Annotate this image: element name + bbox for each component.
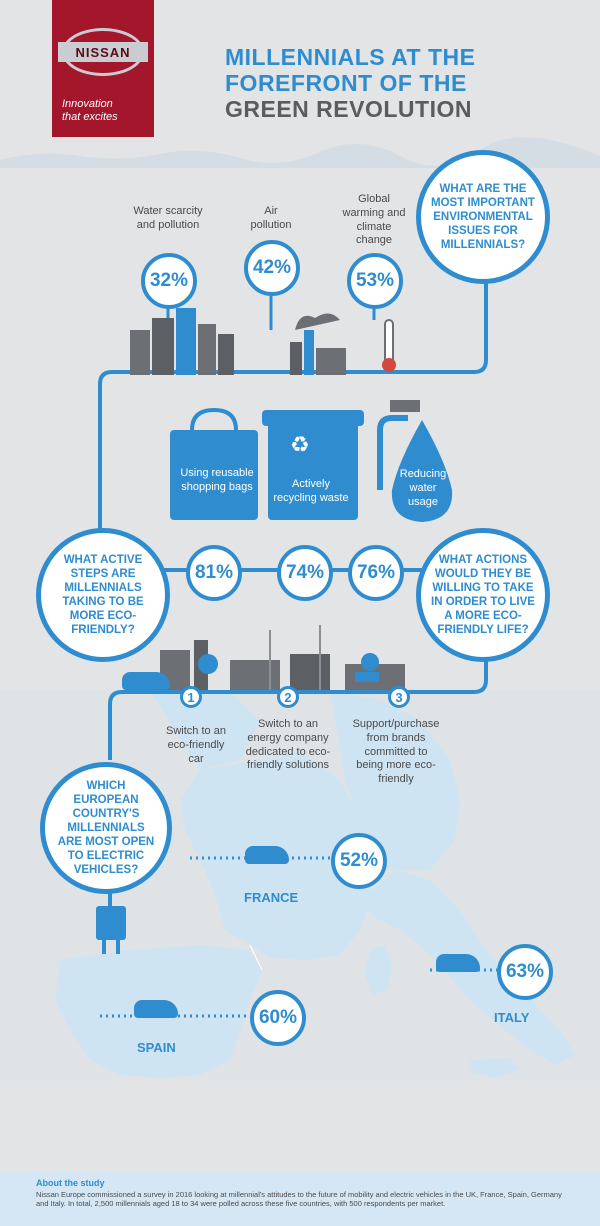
spain-value: 60% bbox=[258, 1007, 298, 1028]
question-2-text: WHAT ACTIVE STEPS ARE MILLENNIALS TAKING TO BE MORE ECO-FRIENDLY? bbox=[62, 553, 144, 637]
action-label-3: Support/purchase from brands committed to being more eco-friendly bbox=[352, 718, 440, 785]
issue-label-warming: Global warming and climate change bbox=[342, 193, 406, 247]
title-line1: MILLENNIALS AT THE bbox=[225, 44, 476, 70]
eco-steps-icons bbox=[170, 390, 470, 540]
issue-value-water: 32% bbox=[149, 270, 189, 291]
france-car-icon bbox=[245, 846, 289, 864]
action-label-1: Switch to an eco-friendly car bbox=[166, 725, 226, 765]
step-value-recycling: 74% bbox=[285, 562, 325, 583]
issue-label-air: Air pollution bbox=[250, 205, 292, 231]
step-label-bags: Using reusable shopping bags bbox=[180, 467, 254, 493]
question-circle-3 bbox=[416, 528, 550, 662]
action-number-1: 1 bbox=[180, 686, 202, 708]
france-value: 52% bbox=[339, 850, 379, 871]
italy-label: ITALY bbox=[494, 1010, 530, 1025]
question-1-text: WHAT ARE THE MOST IMPORTANT ENVIRONMENTAL ISSUES FOR MILLENNIALS? bbox=[431, 182, 535, 252]
italy-value: 63% bbox=[505, 961, 545, 982]
step-circle-bags bbox=[186, 545, 242, 601]
footer-text: Nissan Europe commissioned a survey in 2016 looking at millennial's attitudes to the future of mobility and electric vehicles in the UK, France, Spain, Germany and Italy. In total, 2,500 millennials aged 18 to 34 were polled across these five countries, with 500 respondents per market. bbox=[36, 1190, 562, 1209]
step-label-water: Reducing water usage bbox=[399, 468, 447, 508]
issue-value-warming: 53% bbox=[355, 270, 395, 291]
step-circle-water bbox=[348, 545, 404, 601]
step-value-water: 76% bbox=[356, 562, 396, 583]
nissan-logo: NISSAN bbox=[58, 42, 148, 62]
plug-icon bbox=[90, 900, 132, 960]
tagline-line2: that excites bbox=[62, 111, 118, 124]
action-number-2: 2 bbox=[277, 686, 299, 708]
step-label-recycling: Actively recycling waste bbox=[273, 478, 349, 504]
action-number-3: 3 bbox=[388, 686, 410, 708]
question-circle-1 bbox=[416, 150, 550, 284]
question-4-text: WHICH EUROPEAN COUNTRY'S MILLENNIALS ARE MOST OPEN TO ELECTRIC VEHICLES? bbox=[57, 779, 155, 877]
issue-label-water: Water scarcity and pollution bbox=[133, 205, 203, 231]
france-label: FRANCE bbox=[244, 890, 299, 905]
issue-circle-water bbox=[141, 253, 197, 309]
electric-car-icon bbox=[122, 672, 170, 690]
question-3-text: WHAT ACTIONS WOULD THEY BE WILLING TO TAKE IN ORDER TO LIVE A MORE ECO-FRIENDLY LIFE? bbox=[431, 553, 535, 637]
italy-value-circle bbox=[497, 944, 553, 1000]
issue-circle-air bbox=[244, 240, 300, 296]
spain-label: SPAIN bbox=[137, 1040, 176, 1055]
france-value-circle bbox=[331, 833, 387, 889]
italy-car-icon bbox=[436, 954, 480, 972]
spain-value-circle bbox=[250, 990, 306, 1046]
question-circle-4 bbox=[40, 762, 172, 894]
tagline-line1: Innovation bbox=[62, 98, 113, 110]
title-line2: FOREFRONT OF THE bbox=[225, 69, 467, 96]
issue-circle-warming bbox=[347, 253, 403, 309]
step-value-bags: 81% bbox=[194, 562, 234, 583]
footer-heading: About the study bbox=[36, 1178, 105, 1188]
footer bbox=[0, 1172, 600, 1226]
recycle-icon: ♻ bbox=[290, 432, 310, 457]
step-circle-recycling bbox=[277, 545, 333, 601]
issue-value-air: 42% bbox=[252, 257, 292, 278]
spain-car-icon bbox=[134, 1000, 178, 1018]
action-label-2: Switch to an energy company dedicated to eco-friendly solutions bbox=[245, 718, 331, 772]
title-line3: GREEN REVOLUTION bbox=[225, 95, 472, 122]
